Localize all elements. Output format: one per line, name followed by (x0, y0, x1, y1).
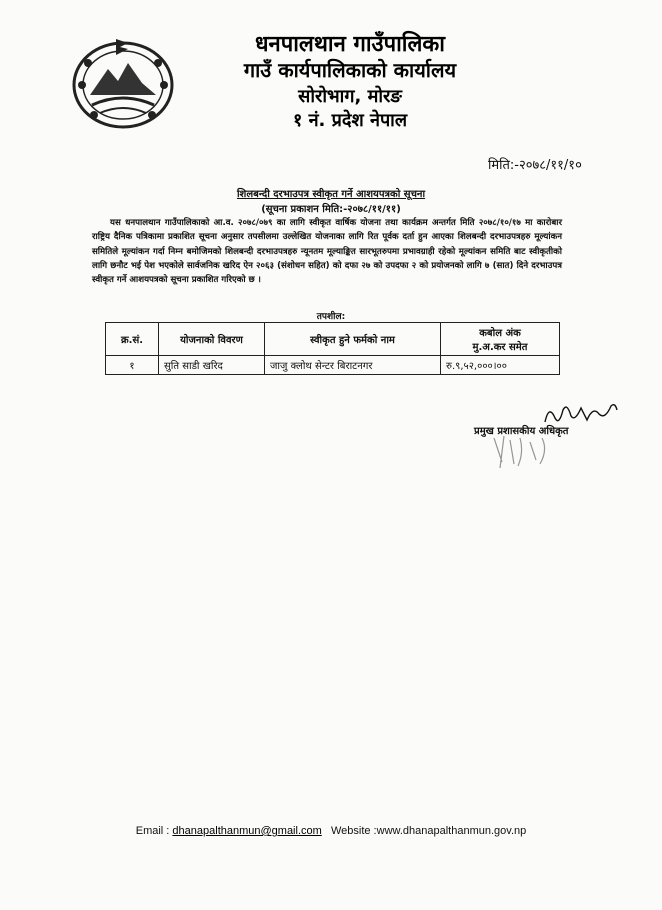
notice-date: मिति:-२०७८/११/१० (488, 158, 582, 173)
notice-body-text: यस धनपालथान गाउँपालिकाको आ.व. २०७८/०७९ का लागि स्वीकृत वार्षिक योजना तथा कार्यक्रम अन्तर्गत मिति २०७८/१०/१७ मा कारोबार राष्ट्रिय दैनिक पत्रिकामा प्रकाशित सूचना अनुसार तपसीलमा उल्लेखित योजनाका लागि रित पूर्वक दर्ता हुन आएका शिलबन्दी दरभाउपत्रहरु मूल्यांकन समितिले मूल्यांकन गर्दा निम्न बमोजिमको शिलबन्दी दरभाउपत्रहरु न्यूनतम मूल्याङ्कित सारभूतरुपमा प्रभावग्राही रहेको मूल्यांकन समिति बाट स्वीकृतीको लागि छनौट भई पेश भएकोले सार्वजनिक खरिद ऐन २०६३ (संशोधन सहित) को दफा २७ को उपदफा २ को प्रयोजनको लागि ७ (सात) दिने दरभाउपत्र स्वीकृत गर्ने आशयपत्रको सूचना प्रकाशित गरिएको छ । (92, 218, 562, 286)
contract-table (105, 322, 560, 375)
col-header-amount-line2: मु.अ.कर समेत (472, 342, 528, 353)
nepal-emblem-logo (70, 33, 176, 129)
publish-date-note: (सूचना प्रकाशन मिति:-२०७८/११/११) (261, 204, 401, 215)
col-header-amount (441, 323, 560, 356)
website-label: Website : (330, 825, 377, 837)
cell-sn: १ (106, 356, 159, 375)
office-address: सोरोभाग, मोरङ (298, 86, 402, 107)
official-stamp (490, 432, 560, 472)
cell-description: सुति साडी खरिद (159, 356, 265, 375)
col-header-firm: स्वीकृत हुने फर्मको नाम (265, 323, 441, 356)
annex-label: तपशील: (316, 312, 346, 322)
province-line: १ नं. प्रदेश नेपाल (292, 110, 408, 131)
table-row (106, 356, 560, 375)
signatory-title: प्रमुख प्रशासकीय अधिकृत (474, 426, 569, 437)
notice-subject: शिलबन्दी दरभाउपत्र स्वीकृत गर्ने आशयपत्रको सूचना (236, 189, 426, 200)
website-link[interactable]: www.dhanapalthanmun.gov.np (376, 825, 527, 837)
col-header-sn: क्र.सं. (106, 323, 159, 356)
table-header-row (106, 323, 560, 356)
email-label: Email : (135, 825, 170, 837)
col-header-description: योजनाको विवरण (159, 323, 265, 356)
office-name: गाउँ कार्यपालिकाको कार्यालय (243, 58, 457, 82)
footer-contact (0, 825, 662, 837)
email-link[interactable]: dhanapalthanmun@gmail.com (172, 825, 322, 837)
cell-amount: रु.९,५२,०००।०० (441, 356, 560, 375)
municipality-name: धनपालथान गाउँपालिका (254, 32, 446, 57)
cell-firm: जाजु क्लोथ सेन्टर बिराटनगर (265, 356, 441, 375)
col-header-amount-line1: कबोल अंक (479, 328, 521, 339)
